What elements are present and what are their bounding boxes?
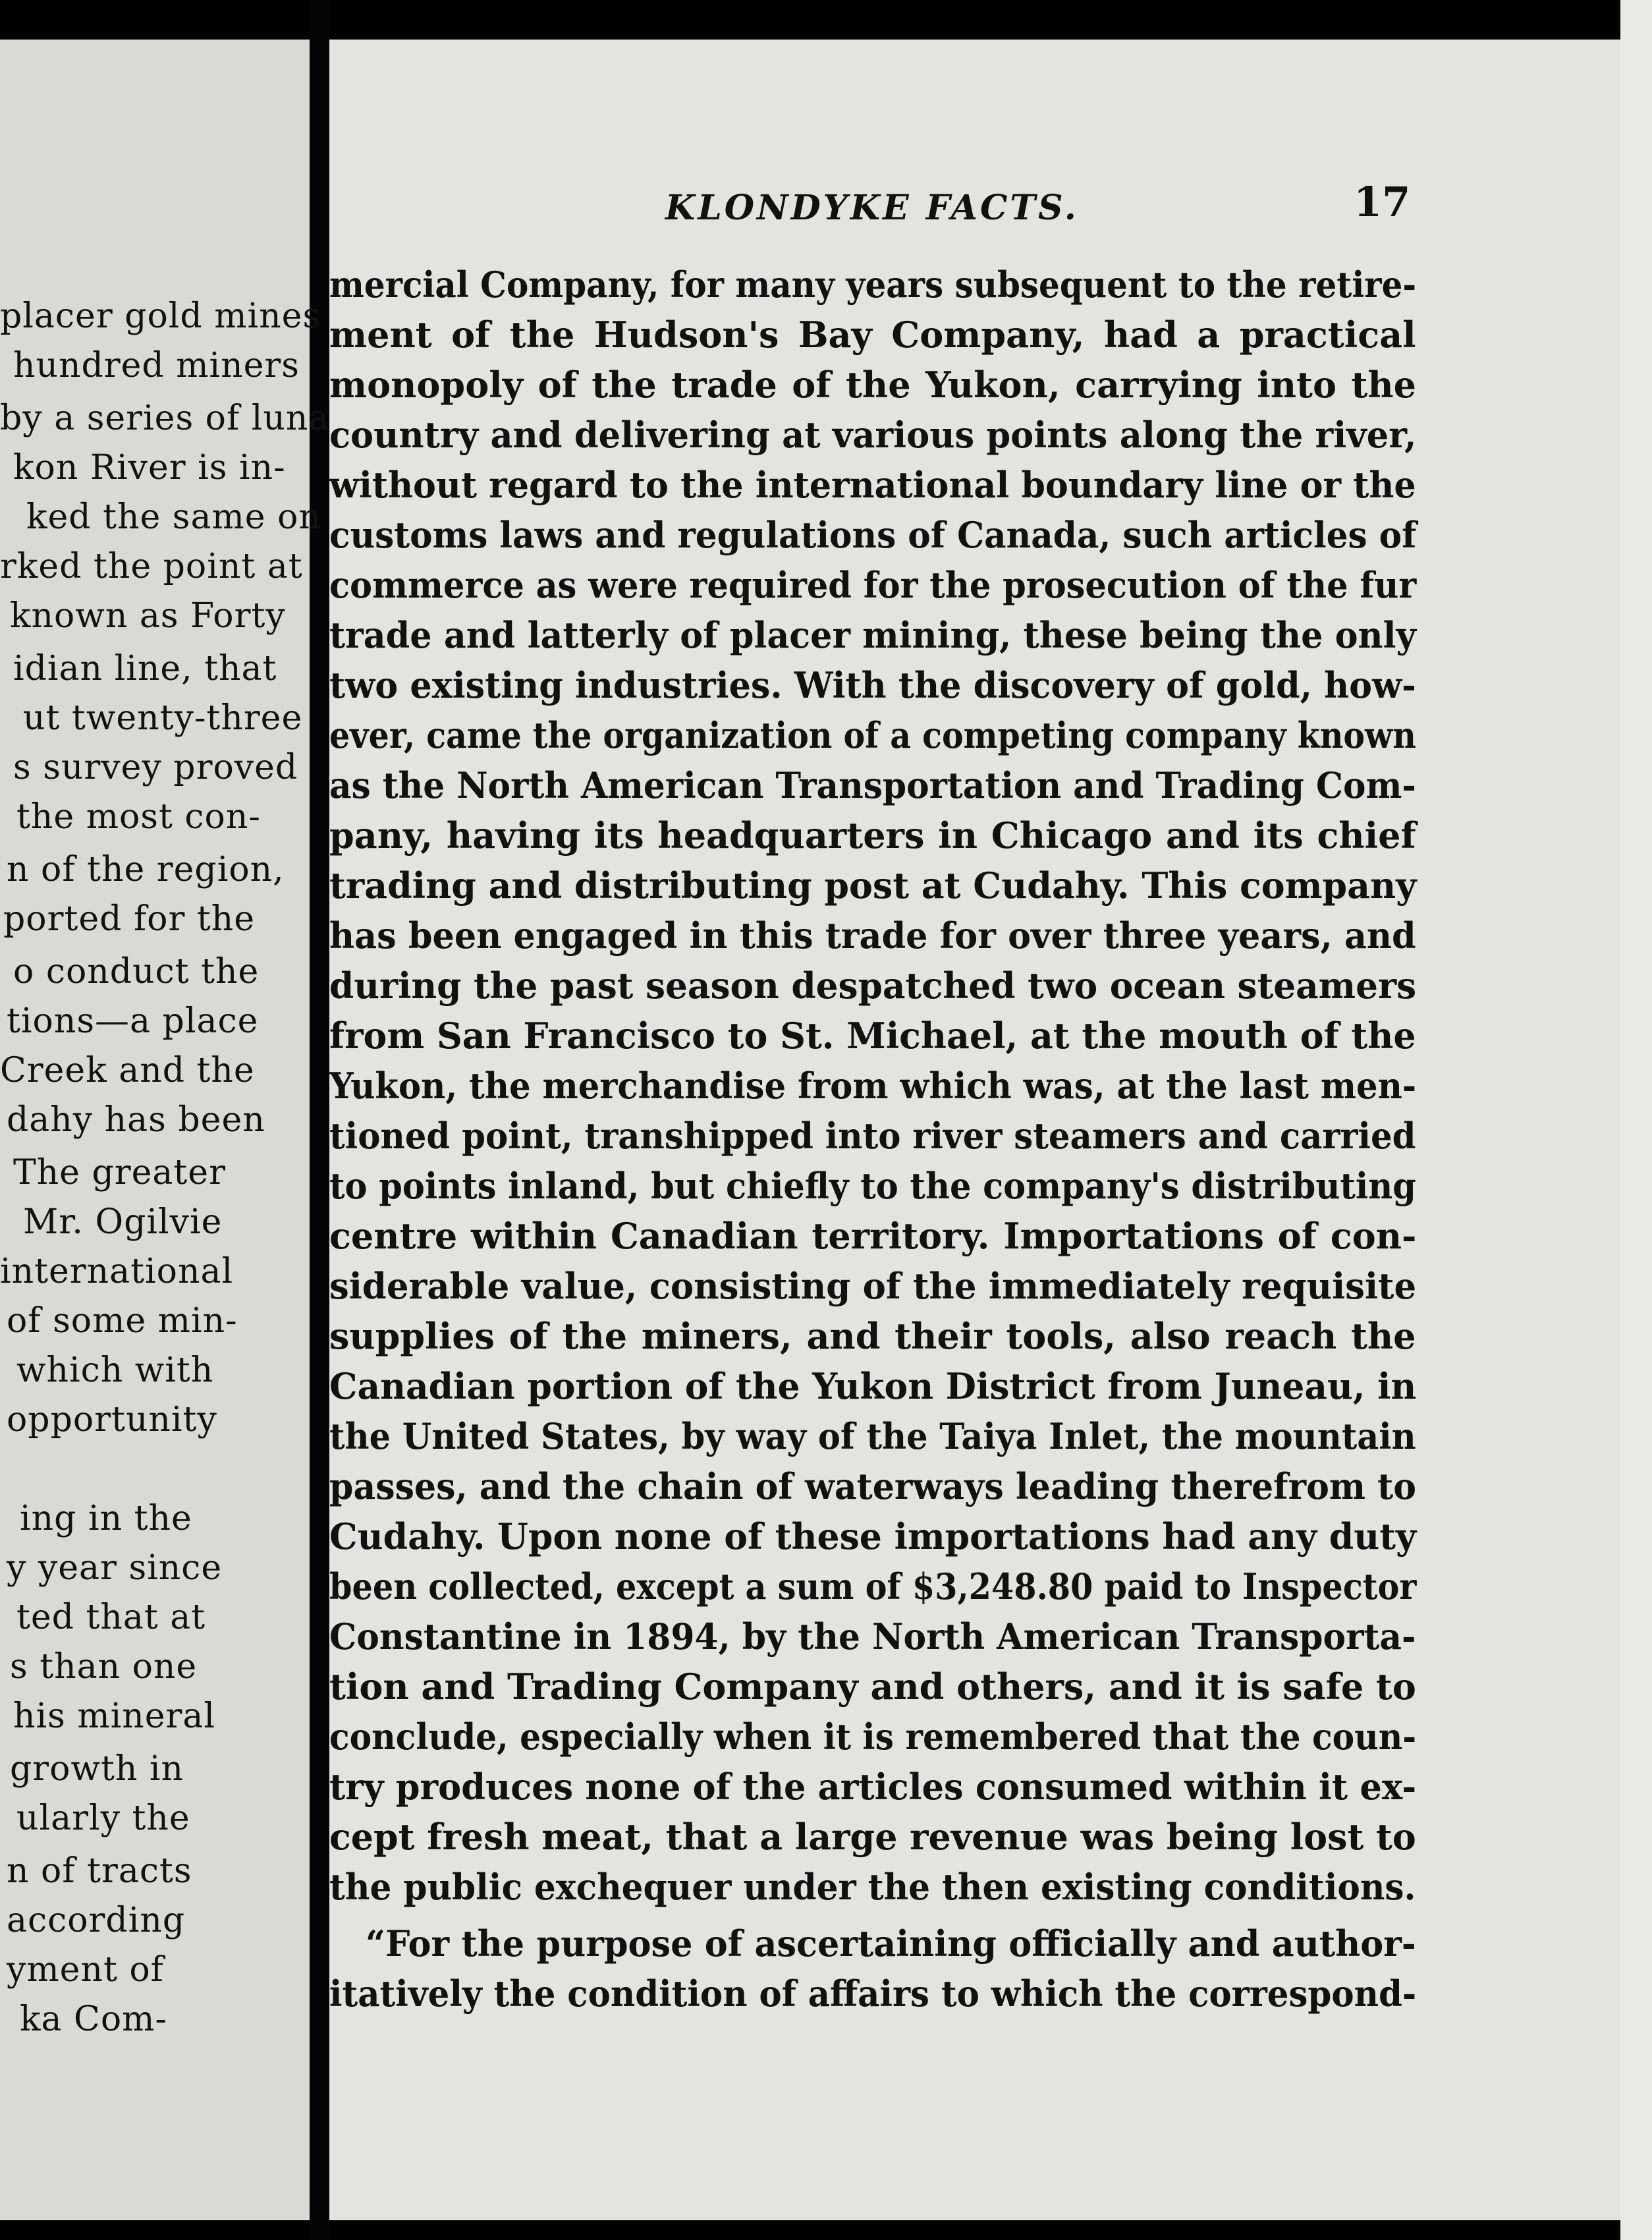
facing-page-line: ka Com- [20, 2000, 168, 2039]
body-text-line: trading and distributing post at Cudahy. This company [329, 864, 1417, 907]
facing-page-line: s than one [10, 1647, 198, 1687]
body-text-line: tion and Trading Company and others, and it is safe to [329, 1666, 1416, 1708]
body-text-line: Cudahy. Upon none of these importations had any duty [329, 1515, 1417, 1557]
facing-page-line: growth in [10, 1749, 184, 1789]
page-number: 17 [1354, 178, 1411, 226]
facing-page-line: ked the same on [26, 497, 321, 537]
body-text-line: without regard to the international boundary line or the [329, 464, 1416, 506]
facing-page-line: opportunity [7, 1400, 217, 1440]
facing-page-line: yment of [7, 1950, 164, 1990]
body-text-line: mercial Company, for many years subsequent to the retire- [329, 264, 1417, 306]
body-text-line: the United States, by way of the Taiya Inlet, the mountain [329, 1415, 1416, 1457]
facing-page-line: y year since [7, 1548, 223, 1588]
body-text-line: ever, came the organization of a competing company known [329, 714, 1416, 756]
body-text-line: as the North American Transportation and Trading Com- [329, 764, 1416, 806]
body-text-line: “For the purpose of ascertaining officially and author- [366, 1922, 1416, 1965]
facing-page-line: The greater [13, 1153, 226, 1192]
facing-page-line: rked the point at [0, 547, 303, 586]
facing-page-line: o conduct the [13, 952, 260, 992]
facing-page-line: tions—a place [7, 1001, 259, 1041]
body-text-line: commerce as were required for the prosecution of the fur [329, 564, 1417, 606]
facing-page-line: ularly the [16, 1799, 190, 1838]
book-gutter [310, 0, 329, 2240]
body-text-line: passes, and the chain of waterways leading therefrom to [329, 1465, 1417, 1507]
body-text-line: from San Francisco to St. Michael, at the mouth of the [329, 1015, 1416, 1057]
body-text-line: conclude, especially when it is remembered that the coun- [329, 1716, 1417, 1758]
body-text-line: customs laws and regulations of Canada, such articles of [329, 514, 1417, 556]
facing-page-line: hundred miners [13, 346, 300, 385]
facing-page-line: n of tracts [7, 1851, 192, 1891]
body-text-line: during the past season despatched two ocean steamers [329, 965, 1417, 1007]
page-edge [1620, 0, 1652, 2240]
facing-page-line: kon River is in- [13, 448, 286, 488]
body-text-line: itatively the condition of affairs to which the correspond- [329, 1973, 1417, 2015]
body-text-line: Yukon, the merchandise from which was, at the last men- [329, 1065, 1417, 1107]
body-text-line: to points inland, but chiefly to the company's distributing [329, 1165, 1416, 1207]
body-text-line: has been engaged in this trade for over three years, and [329, 914, 1416, 957]
body-text-line: been collected, except a sum of $3,248.80 paid to Inspector [329, 1565, 1417, 1608]
body-text-line: ment of the Hudson's Bay Company, had a practical [329, 314, 1416, 356]
facing-page-line: his mineral [13, 1696, 216, 1736]
facing-page-line: ut twenty-three [23, 698, 303, 738]
body-text-line: Canadian portion of the Yukon District from Juneau, in [329, 1365, 1417, 1407]
body-text-line: monopoly of the trade of the Yukon, carrying into the [329, 364, 1416, 406]
body-text-line: pany, having its headquarters in Chicago and its chief [329, 814, 1416, 856]
body-text-line: country and delivering at various points along the river, [329, 414, 1417, 456]
body-text-line: centre within Canadian territory. Importations of con- [329, 1215, 1417, 1257]
body-text-line: Constantine in 1894, by the North American Transporta- [329, 1615, 1416, 1658]
body-text-line: try produces none of the articles consumed within it ex- [329, 1766, 1417, 1808]
facing-page-line: Creek and the [0, 1051, 255, 1090]
body-text-line: tioned point, transhipped into river steamers and carried [329, 1115, 1416, 1157]
facing-page-line: placer gold mines [0, 296, 321, 336]
body-text-line: trade and latterly of placer mining, these being the only [329, 614, 1416, 656]
body-text-line: cept fresh meat, that a large revenue was being lost to [329, 1816, 1416, 1858]
facing-page-line: according [7, 1901, 186, 1940]
facing-page-line: which with [16, 1351, 214, 1390]
facing-page-line: ted that at [16, 1598, 206, 1637]
body-text-line: supplies of the miners, and their tools, also reach the [329, 1315, 1416, 1357]
body-text-line: siderable value, consisting of the immediately requisite [329, 1265, 1417, 1307]
facing-page-line: by a series of luna [0, 399, 330, 438]
body-text-line: the public exchequer under the then existing conditions. [329, 1866, 1416, 1908]
facing-page-line: n of the region, [7, 850, 285, 889]
facing-page-line: international [0, 1252, 234, 1291]
facing-page-line: Mr. Ogilvie [23, 1202, 223, 1242]
facing-page-line: known as Forty [10, 596, 286, 636]
facing-page-line: the most con- [16, 797, 261, 837]
facing-page-line: of some min- [7, 1301, 238, 1341]
running-title: KLONDYKE FACTS. [665, 188, 1079, 228]
facing-page-line: dahy has been [7, 1100, 265, 1140]
body-text-line: two existing industries. With the discovery of gold, how- [329, 664, 1416, 706]
facing-page-line: ported for the [3, 899, 256, 939]
facing-page-line: ing in the [20, 1499, 192, 1538]
facing-page-line: idian line, that [13, 649, 277, 688]
facing-page-line: s survey proved [13, 748, 298, 787]
